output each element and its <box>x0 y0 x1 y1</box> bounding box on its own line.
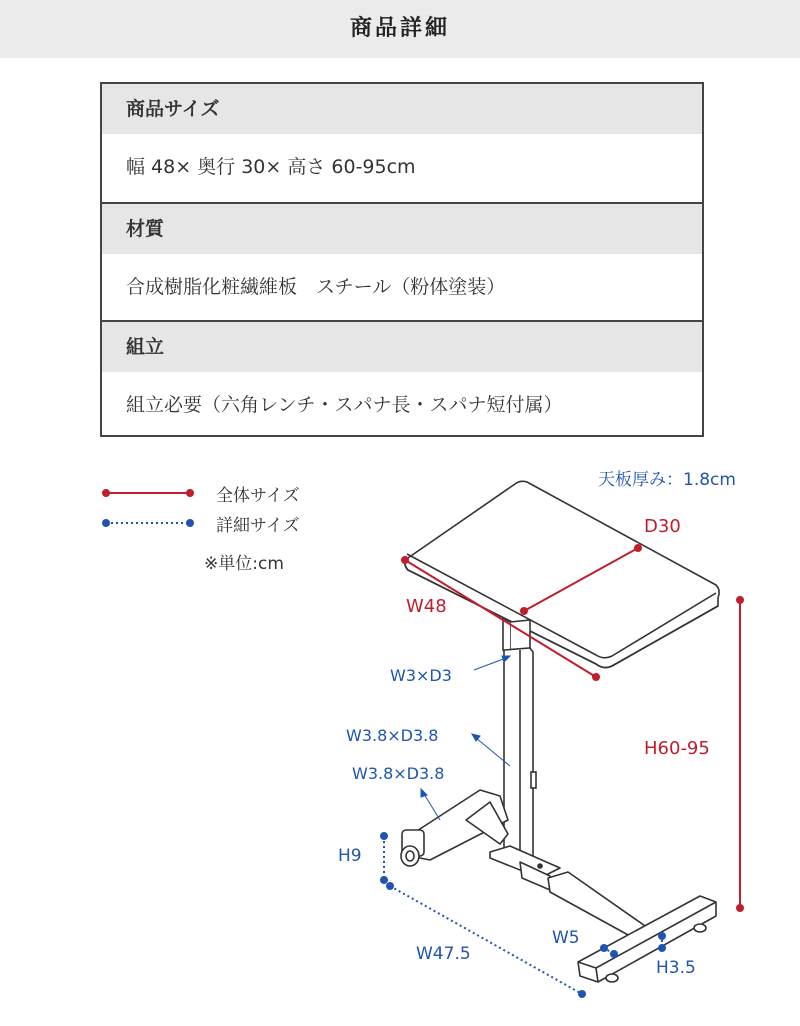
lower-pole-shape <box>504 648 536 864</box>
dim-line-height <box>736 596 744 912</box>
caster-shape <box>401 830 424 866</box>
upper-pole-label: W3×D3 <box>390 666 452 685</box>
legend-overall-line <box>102 489 194 497</box>
pointer-arrow-base-arm <box>421 789 440 820</box>
height-label: H60-95 <box>644 738 710 759</box>
top-thickness-label: 天板厚み：1.8cm <box>598 470 736 490</box>
base-arm-label: W3.8×D3.8 <box>352 764 445 783</box>
lower-pole-label: W3.8×D3.8 <box>346 726 439 745</box>
tabletop-shape <box>405 481 719 667</box>
spec-value: 合成樹脂化粧繊維板 スチール（粉体塗装） <box>126 276 506 298</box>
legend-overall-label: 全体サイズ <box>216 486 300 506</box>
base-arm-right-shape <box>548 872 648 936</box>
base-width-label: W47.5 <box>416 944 471 964</box>
spec-row-assembly <box>102 320 702 437</box>
foot-height-label: H3.5 <box>656 958 696 978</box>
width-label: W48 <box>406 596 447 617</box>
foot-width-label: W5 <box>552 928 580 948</box>
spec-value: 組立必要（六角レンチ・スパナ長・スパナ短付属） <box>126 394 563 416</box>
legend-detail-label: 詳細サイズ <box>216 516 300 536</box>
spec-row-material <box>102 202 702 319</box>
legend-detail-line <box>102 519 194 527</box>
spec-table <box>100 82 704 437</box>
spec-label: 組立 <box>102 322 702 372</box>
spec-value: 幅 48× 奥行 30× 高さ 60-95cm <box>126 156 416 178</box>
dim-line-caster-height <box>380 832 388 884</box>
caster-height-label: H9 <box>338 846 362 866</box>
page-title: 商品詳細 <box>349 16 450 41</box>
spec-label: 材質 <box>102 204 702 254</box>
spec-label: 商品サイズ <box>102 84 702 134</box>
unit-note: ※単位:cm <box>204 554 284 574</box>
depth-label: D30 <box>644 516 681 537</box>
spec-row-size <box>102 84 702 201</box>
